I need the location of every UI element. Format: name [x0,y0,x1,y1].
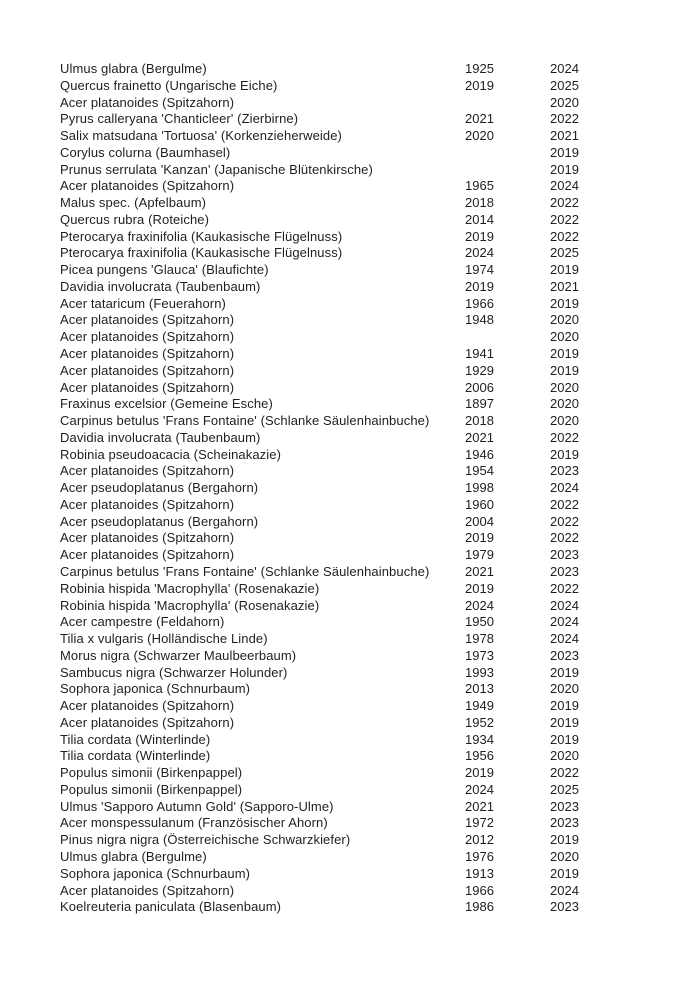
year-planted-cell: 2019 [465,580,494,596]
tree-name-cell: Acer platanoides (Spitzahorn) [60,463,235,479]
year-planted-cell [465,162,550,179]
year-second-cell: 2019 [550,346,579,362]
year-second-cell: 2020 [550,329,579,345]
year-second-cell: 2024 [550,631,579,647]
table-row [60,212,655,229]
tree-name-cell: Pinus nigra nigra (Österreichische Schwarzkiefer) [60,832,351,848]
tree-name-cell: Tilia x vulgaris (Holländische Linde) [60,631,268,647]
year-second-cell: 2025 [550,245,579,261]
year-planted-cell: 1956 [465,748,494,764]
year-planted-cell: 1929 [465,362,494,378]
year-second-cell: 2019 [550,698,579,714]
tree-name-cell: Populus simonii (Birkenpappel) [60,765,243,781]
tree-name-cell: Salix matsudana 'Tortuosa' (Korkenzieherweide) [60,128,342,144]
year-second-cell: 2020 [550,94,579,110]
year-planted-cell: 1972 [465,815,494,831]
table-row [60,514,655,531]
tree-name-cell: Acer pseudoplatanus (Bergahorn) [60,480,259,496]
table-row [60,363,655,380]
year-planted-cell: 1913 [465,865,494,881]
year-planted-cell: 2012 [465,832,494,848]
year-second-cell: 2024 [550,882,579,898]
year-planted-cell: 1941 [465,346,494,362]
table-row [60,178,655,195]
year-second-cell: 2020 [550,396,579,412]
table-row [60,463,655,480]
tree-name-cell: Quercus rubra (Roteiche) [60,211,210,227]
year-second-cell: 2025 [550,77,579,93]
year-planted-cell: 2019 [465,765,494,781]
tree-name-cell: Corylus colurna (Baumhasel) [60,144,231,160]
tree-name-cell: Picea pungens 'Glauca' (Blaufichte) [60,262,269,278]
year-second-cell: 2020 [550,681,579,697]
year-planted-cell: 2014 [465,211,494,227]
year-planted-cell: 1965 [465,178,494,194]
table-row [60,832,655,849]
tree-name-cell: Robinia hispida 'Macrophylla' (Rosenakazie) [60,580,320,596]
table-row [60,447,655,464]
tree-name-cell: Acer platanoides (Spitzahorn) [60,312,235,328]
tree-name-cell: Sambucus nigra (Schwarzer Holunder) [60,664,288,680]
table-row [60,195,655,212]
year-second-cell: 2024 [550,614,579,630]
year-second-cell: 2023 [550,798,579,814]
table-row [60,799,655,816]
year-second-cell: 2022 [550,580,579,596]
tree-name-cell: Fraxinus excelsior (Gemeine Esche) [60,396,273,412]
tree-name-cell: Davidia involucrata (Taubenbaum) [60,429,261,445]
year-second-cell: 2022 [550,496,579,512]
year-second-cell: 2020 [550,413,579,429]
year-second-cell: 2022 [550,228,579,244]
table-row [60,296,655,313]
year-planted-cell: 1976 [465,848,494,864]
year-planted-cell [465,329,550,346]
year-planted-cell [465,145,550,162]
tree-name-cell: Carpinus betulus 'Frans Fontaine' (Schlanke Säulenhainbuche) [60,413,430,429]
year-second-cell: 2019 [550,362,579,378]
year-second-cell: 2020 [550,848,579,864]
tree-name-cell: Acer platanoides (Spitzahorn) [60,178,235,194]
year-planted-cell: 1974 [465,262,494,278]
year-second-cell: 2023 [550,899,579,915]
tree-name-cell: Acer platanoides (Spitzahorn) [60,379,235,395]
tree-name-cell: Ulmus 'Sapporo Autumn Gold' (Sapporo-Ulme) [60,798,334,814]
tree-name-cell: Malus spec. (Apfelbaum) [60,195,207,211]
table-row [60,229,655,246]
year-planted-cell: 2013 [465,681,494,697]
table-row [60,815,655,832]
tree-name-cell: Acer platanoides (Spitzahorn) [60,329,235,345]
year-second-cell: 2019 [550,714,579,730]
tree-name-cell: Pterocarya fraxinifolia (Kaukasische Flügelnuss) [60,228,343,244]
table-row [60,883,655,900]
year-second-cell: 2020 [550,379,579,395]
table-row [60,396,655,413]
year-second-cell: 2022 [550,765,579,781]
year-second-cell: 2020 [550,312,579,328]
tree-name-cell: Acer platanoides (Spitzahorn) [60,496,235,512]
tree-list-table [60,61,655,916]
year-second-cell: 2019 [550,295,579,311]
year-second-cell: 2019 [550,262,579,278]
year-second-cell: 2024 [550,480,579,496]
year-planted-cell: 2024 [465,597,494,613]
year-second-cell: 2024 [550,597,579,613]
table-row [60,598,655,615]
year-planted-cell: 1993 [465,664,494,680]
tree-name-cell: Pyrus calleryana 'Chanticleer' (Zierbirne) [60,111,299,127]
tree-name-cell: Acer platanoides (Spitzahorn) [60,94,235,110]
year-planted-cell: 2019 [465,77,494,93]
table-row [60,95,655,112]
table-row [60,413,655,430]
year-planted-cell: 2021 [465,429,494,445]
year-planted-cell [465,95,550,112]
table-row [60,497,655,514]
table-row [60,665,655,682]
table-row [60,145,655,162]
tree-name-cell: Carpinus betulus 'Frans Fontaine' (Schlanke Säulenhainbuche) [60,563,430,579]
table-row [60,648,655,665]
year-second-cell: 2019 [550,446,579,462]
tree-name-cell: Tilia cordata (Winterlinde) [60,748,211,764]
table-row [60,430,655,447]
tree-name-cell: Ulmus glabra (Bergulme) [60,848,207,864]
year-second-cell: 2023 [550,563,579,579]
year-second-cell: 2019 [550,664,579,680]
year-second-cell: 2022 [550,513,579,529]
table-row [60,245,655,262]
tree-name-cell: Koelreuteria paniculata (Blasenbaum) [60,899,282,915]
tree-name-cell: Acer pseudoplatanus (Bergahorn) [60,513,259,529]
tree-name-cell: Populus simonii (Birkenpappel) [60,781,243,797]
year-planted-cell: 1978 [465,631,494,647]
year-second-cell: 2025 [550,781,579,797]
tree-name-cell: Prunus serrulata 'Kanzan' (Japanische Blütenkirsche) [60,161,373,177]
year-planted-cell: 1954 [465,463,494,479]
table-row [60,732,655,749]
year-planted-cell: 2021 [465,563,494,579]
year-planted-cell: 2019 [465,228,494,244]
table-row [60,480,655,497]
tree-name-cell: Ulmus glabra (Bergulme) [60,61,207,76]
year-planted-cell: 2018 [465,195,494,211]
tree-name-cell: Robinia hispida 'Macrophylla' (Rosenakazie) [60,597,320,613]
tree-name-cell: Acer platanoides (Spitzahorn) [60,547,235,563]
year-planted-cell: 2024 [465,781,494,797]
tree-name-cell: Pterocarya fraxinifolia (Kaukasische Flügelnuss) [60,245,343,261]
year-second-cell: 2024 [550,61,579,76]
table-row [60,748,655,765]
year-planted-cell: 1948 [465,312,494,328]
table-row [60,765,655,782]
tree-name-cell: Tilia cordata (Winterlinde) [60,731,211,747]
table-row [60,715,655,732]
year-second-cell: 2020 [550,748,579,764]
table-row [60,547,655,564]
tree-name-cell: Acer campestre (Feldahorn) [60,614,225,630]
year-planted-cell: 1949 [465,698,494,714]
year-planted-cell: 2021 [465,111,494,127]
tree-name-cell: Sophora japonica (Schnurbaum) [60,865,251,881]
table-row [60,128,655,145]
tree-name-cell: Acer platanoides (Spitzahorn) [60,714,235,730]
year-planted-cell: 1998 [465,480,494,496]
year-second-cell: 2023 [550,647,579,663]
table-row [60,312,655,329]
year-planted-cell: 2020 [465,128,494,144]
year-planted-cell: 1979 [465,547,494,563]
tree-name-cell: Acer platanoides (Spitzahorn) [60,698,235,714]
tree-name-cell: Morus nigra (Schwarzer Maulbeerbaum) [60,647,297,663]
tree-name-cell: Acer monspessulanum (Französischer Ahorn) [60,815,328,831]
table-row [60,530,655,547]
year-second-cell: 2022 [550,530,579,546]
year-planted-cell: 1952 [465,714,494,730]
table-row [60,61,655,78]
table-row [60,899,655,916]
tree-name-cell: Davidia involucrata (Taubenbaum) [60,278,261,294]
table-row [60,162,655,179]
year-second-cell: 2019 [550,865,579,881]
table-row [60,111,655,128]
year-second-cell: 2019 [550,832,579,848]
table-row [60,262,655,279]
year-second-cell: 2019 [550,144,579,160]
table-row [60,849,655,866]
year-second-cell: 2021 [550,128,579,144]
tree-name-cell: Acer platanoides (Spitzahorn) [60,530,235,546]
year-second-cell: 2022 [550,429,579,445]
tree-name-cell: Acer platanoides (Spitzahorn) [60,346,235,362]
tree-name-cell: Acer tataricum (Feuerahorn) [60,295,226,311]
year-planted-cell: 1925 [465,61,494,76]
table-row [60,279,655,296]
year-second-cell: 2023 [550,815,579,831]
year-planted-cell: 1946 [465,446,494,462]
table-row [60,614,655,631]
table-row [60,346,655,363]
year-planted-cell: 1960 [465,496,494,512]
year-second-cell: 2024 [550,178,579,194]
tree-name-cell: Acer platanoides (Spitzahorn) [60,362,235,378]
tree-name-cell: Acer platanoides (Spitzahorn) [60,882,235,898]
table-row [60,631,655,648]
table-row [60,698,655,715]
year-planted-cell: 2018 [465,413,494,429]
year-planted-cell: 2021 [465,798,494,814]
year-second-cell: 2022 [550,195,579,211]
year-second-cell: 2019 [550,161,579,177]
year-planted-cell: 1934 [465,731,494,747]
table-row [60,78,655,95]
year-planted-cell: 1986 [465,899,494,915]
table-row [60,329,655,346]
year-second-cell: 2021 [550,278,579,294]
year-second-cell: 2022 [550,111,579,127]
year-planted-cell: 1973 [465,647,494,663]
table-row [60,782,655,799]
year-planted-cell: 2019 [465,278,494,294]
year-planted-cell: 2006 [465,379,494,395]
tree-name-cell: Sophora japonica (Schnurbaum) [60,681,251,697]
year-planted-cell: 1966 [465,295,494,311]
year-planted-cell: 1966 [465,882,494,898]
year-planted-cell: 2019 [465,530,494,546]
table-row [60,380,655,397]
table-row [60,866,655,883]
table-row [60,681,655,698]
table-row [60,581,655,598]
year-planted-cell: 1950 [465,614,494,630]
year-planted-cell: 1897 [465,396,494,412]
tree-name-cell: Quercus frainetto (Ungarische Eiche) [60,77,278,93]
year-second-cell: 2022 [550,211,579,227]
table-row [60,564,655,581]
year-second-cell: 2023 [550,547,579,563]
year-second-cell: 2019 [550,731,579,747]
year-planted-cell: 2004 [465,513,494,529]
tree-name-cell: Robinia pseudoacacia (Scheinakazie) [60,446,282,462]
year-planted-cell: 2024 [465,245,494,261]
year-second-cell: 2023 [550,463,579,479]
